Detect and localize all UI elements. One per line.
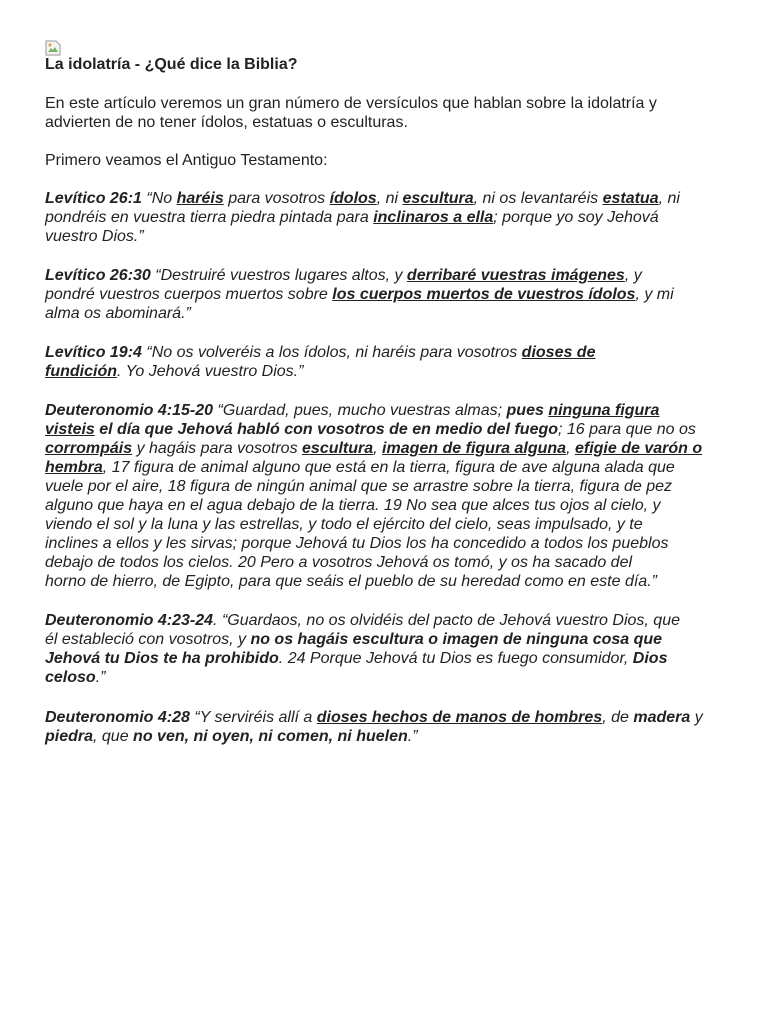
emphasis-bold: Levítico 19:4 <box>45 344 142 361</box>
verse-paragraph <box>45 189 680 246</box>
intro-line: advierten de no tener ídolos, estatuas o esculturas. <box>45 114 408 131</box>
verse-paragraph <box>45 401 702 591</box>
emphasis-underlined: hembra <box>45 459 103 476</box>
verse-line <box>45 189 680 208</box>
verse-paragraph <box>45 343 595 381</box>
verse-text: pondréis en vuestra tierra piedra pintada para <box>45 209 374 226</box>
verse-text: para vosotros <box>223 190 330 207</box>
verse-line <box>45 208 680 227</box>
verse-paragraph <box>45 611 680 687</box>
verse-text: , ni <box>376 190 403 207</box>
verse-text: “Y serviréis allí a <box>189 709 317 726</box>
verse-line <box>45 458 702 477</box>
emphasis-underlined: efigie de varón o <box>574 440 703 457</box>
emphasis-underlined: inclinaros a ella <box>373 209 494 226</box>
emphasis-underlined: dioses hechos de manos de hombres <box>316 709 603 726</box>
emphasis-bold: no ven, ni oyen, ni comen, ni huelen <box>133 728 408 745</box>
verse-text: , que <box>93 728 134 745</box>
emphasis-underlined: imagen de figura alguna <box>382 440 567 457</box>
verse-text: ; 16 para que no os <box>558 421 696 438</box>
verse-line <box>45 439 702 458</box>
emphasis-underlined: ninguna figura <box>548 402 660 419</box>
verse-text: “Guardad, pues, mucho vuestras almas; <box>213 402 507 419</box>
verse-line <box>45 343 595 362</box>
emphasis-bold: Dios <box>632 650 668 667</box>
emphasis-underlined: derribaré vuestras imágenes <box>406 267 625 284</box>
emphasis-bold: Levítico 26:1 <box>45 190 142 207</box>
verse-text: . Yo Jehová vuestro Dios.” <box>116 363 304 380</box>
emphasis-bold: no os hagáis escultura o imagen de ninguna cosa que <box>250 631 663 648</box>
emphasis-underlined: haréis <box>176 190 224 207</box>
verse-line <box>45 649 680 668</box>
verse-line <box>45 362 595 381</box>
verse-text: y hagáis para vosotros <box>132 440 303 457</box>
verse-line <box>45 553 702 572</box>
verse-text: , <box>566 440 575 457</box>
emphasis-underlined: estatua <box>602 190 659 207</box>
emphasis-underlined: ídolos <box>329 190 377 207</box>
page-title: La idolatría - ¿Qué dice la Biblia? <box>45 56 298 73</box>
verse-text: alguno que haya en el agua debajo de la tierra. 19 No sea que alces tus ojos al cielo, y <box>45 497 661 514</box>
emphasis-bold: celoso <box>45 669 96 686</box>
emphasis-underlined: corrompáis <box>45 440 133 457</box>
verse-text: “No <box>141 190 177 207</box>
verse-paragraph <box>45 266 674 323</box>
verse-line <box>45 630 680 649</box>
verse-text: vuele por el aire, 18 figura de ningún animal que se arrastre sobre la tierra, figura de pez <box>45 478 673 495</box>
broken-image-icon <box>45 40 61 56</box>
emphasis-underlined: visteis <box>45 421 95 438</box>
verse-text: él estableció con vosotros, y <box>45 631 251 648</box>
verse-text: . 24 Porque Jehová tu Dios es fuego consumidor, <box>278 650 633 667</box>
verse-line <box>45 285 674 304</box>
verse-text: .” <box>95 669 106 686</box>
emphasis-underlined: escultura <box>302 440 374 457</box>
verse-line <box>45 420 702 439</box>
verse-text: , ni os levantaréis <box>473 190 603 207</box>
verse-line <box>45 668 680 687</box>
emphasis-underlined: dioses de <box>521 344 596 361</box>
verse-text: “Destruiré vuestros lugares altos, y <box>150 267 407 284</box>
verse-line <box>45 708 703 727</box>
verse-text: alma os abominará.” <box>45 305 191 322</box>
emphasis-bold: Levítico 26:30 <box>45 267 151 284</box>
emphasis-bold: Deuteronomio 4:23-24 <box>45 612 214 629</box>
emphasis-bold: Deuteronomio 4:15-20 <box>45 402 214 419</box>
intro-line: En este artículo veremos un gran número de versículos que hablan sobre la idolatría y <box>45 95 657 112</box>
verse-text: ; porque yo soy Jehová <box>493 209 659 226</box>
emphasis-bold: pues <box>506 402 549 419</box>
emphasis-bold: el día que Jehová habló con vosotros de en medio del fuego <box>94 421 559 438</box>
intro-paragraph <box>45 94 657 132</box>
verse-text: pondré vuestros cuerpos muertos sobre <box>45 286 333 303</box>
verse-line <box>45 727 703 746</box>
emphasis-underlined: fundición <box>45 363 117 380</box>
verse-text: “No os volveréis a los ídolos, ni haréis para vosotros <box>141 344 522 361</box>
verse-text: inclines a ellos y les sirvas; porque Jehová tu Dios los ha concedido a todos los pueblos <box>45 535 669 552</box>
emphasis-underlined: escultura <box>402 190 474 207</box>
verse-text: y <box>690 709 703 726</box>
verse-text: debajo de todos los cielos. 20 Pero a vosotros Jehová os tomó, y os ha sacado del <box>45 554 633 571</box>
verse-line <box>45 227 680 246</box>
verse-text: , y mi <box>635 286 674 303</box>
verse-line <box>45 534 702 553</box>
section-intro: Primero veamos el Antiguo Testamento: <box>45 152 328 169</box>
verse-line <box>45 496 702 515</box>
emphasis-bold: piedra <box>45 728 94 745</box>
verse-line <box>45 477 702 496</box>
verse-text: , <box>373 440 383 457</box>
emphasis-bold: madera <box>633 709 691 726</box>
verse-text: , y <box>624 267 642 284</box>
verse-line <box>45 266 674 285</box>
verse-text: vuestro Dios.” <box>45 228 144 245</box>
verse-text: , de <box>602 709 634 726</box>
verse-text: .” <box>407 728 418 745</box>
emphasis-bold: Deuteronomio 4:28 <box>45 709 190 726</box>
verse-text: horno de hierro, de Egipto, para que seáis el pueblo de su heredad como en este día.” <box>45 573 657 590</box>
verse-paragraph <box>45 708 703 746</box>
verse-text: . “Guardaos, no os olvidéis del pacto de Jehová vuestro Dios, que <box>213 612 680 629</box>
verse-text: , ni <box>658 190 680 207</box>
verse-line <box>45 304 674 323</box>
emphasis-bold: Jehová tu Dios te ha prohibido <box>45 650 279 667</box>
verse-text: viendo el sol y la luna y las estrellas, y todo el ejército del cielo, seas impulsado, y te <box>45 516 643 533</box>
verse-text: , 17 figura de animal alguno que está en la tierra, figura de ave alguna alada que <box>102 459 675 476</box>
verse-line <box>45 611 680 630</box>
verse-line <box>45 572 702 591</box>
emphasis-underlined: los cuerpos muertos de vuestros ídolos <box>332 286 636 303</box>
verse-line <box>45 401 702 420</box>
verse-line <box>45 515 702 534</box>
